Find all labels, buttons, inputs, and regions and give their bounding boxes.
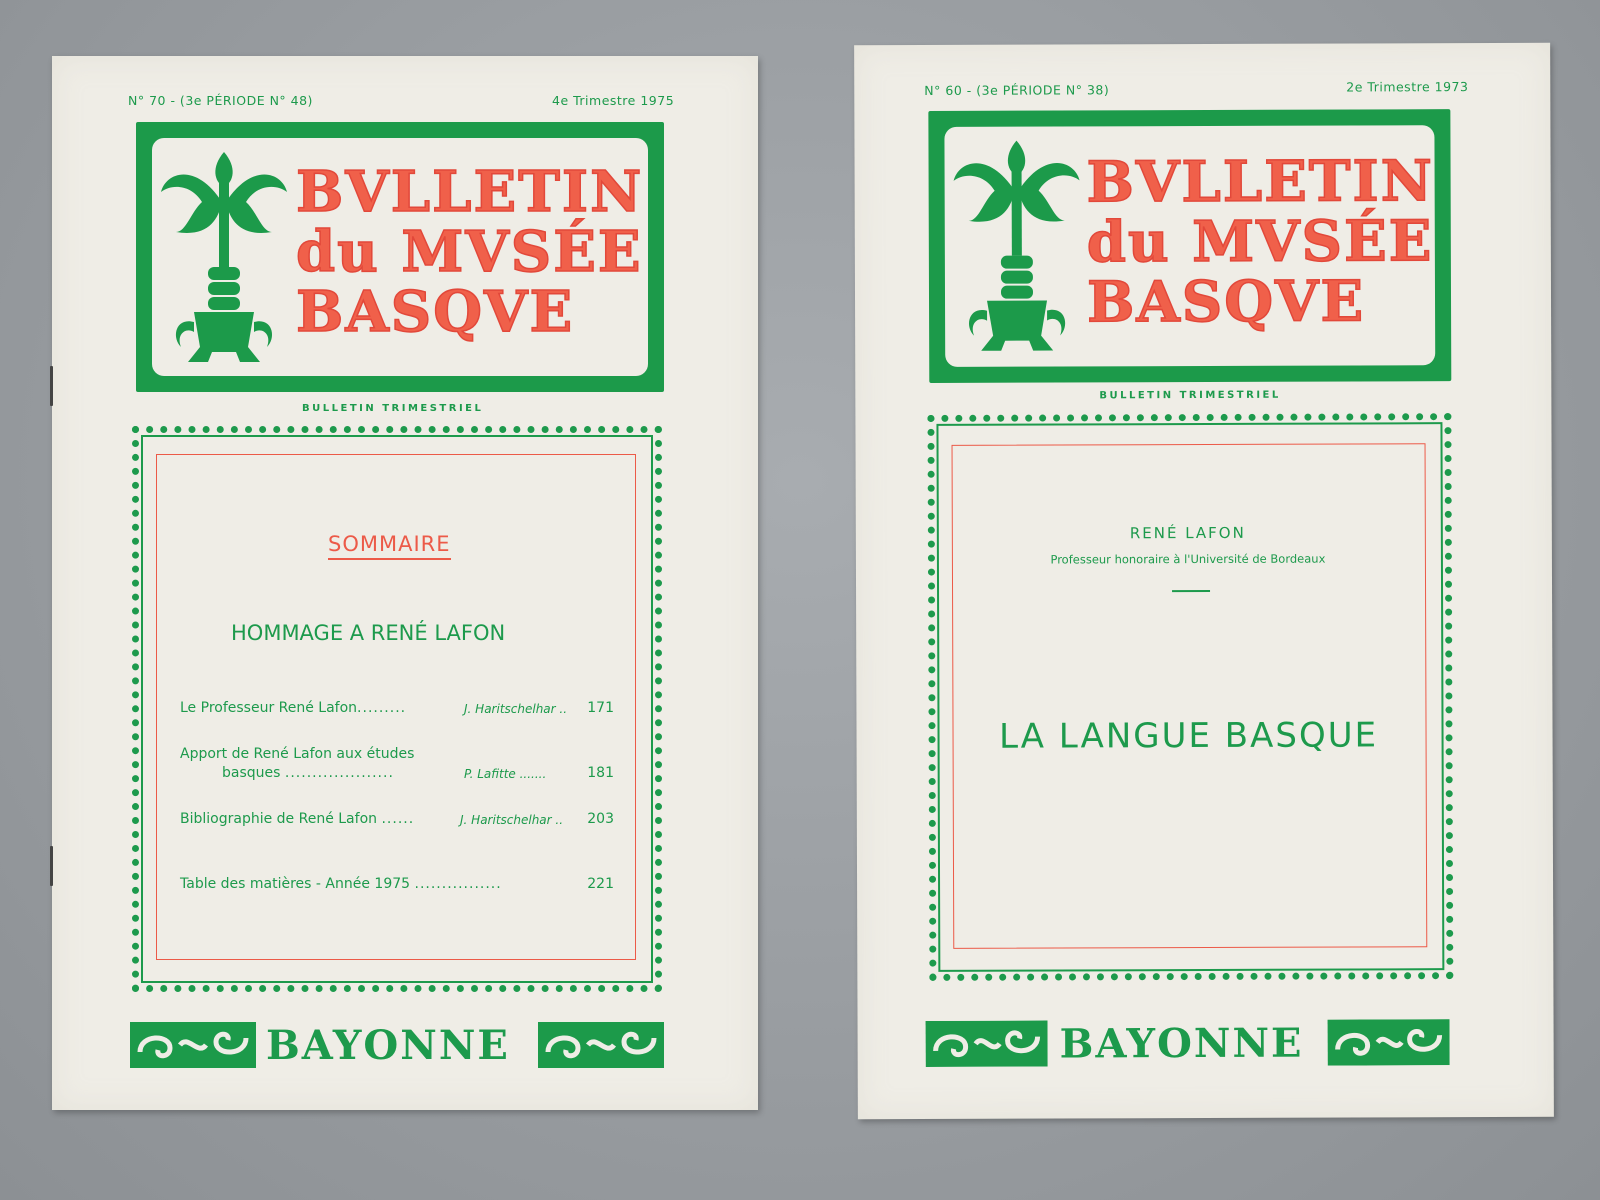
author-name: RENÉ LAFON xyxy=(1129,523,1246,543)
masthead-title: BVLLETIN du MVSÉE BASQVE xyxy=(1086,148,1435,336)
footer-bayonne: BAYONNE xyxy=(266,1022,510,1069)
hommage-title: HOMMAGE A RENÉ LAFON xyxy=(231,621,506,645)
toc-author-3: J. Haritschelhar .. xyxy=(460,813,564,827)
toc-page-4: 221 xyxy=(587,876,614,892)
left-ornament xyxy=(130,1022,256,1068)
content-inner-frame xyxy=(952,443,1428,949)
divider xyxy=(1172,590,1210,592)
toc-entry-3: Bibliographie de René Lafon ...... xyxy=(180,811,415,827)
toc-entry-2: Apport de René Lafon aux études xyxy=(180,746,415,762)
issue-number: N° 60 - (3e PÉRIODE N° 38) xyxy=(924,82,1110,98)
right-ornament xyxy=(1328,1019,1450,1065)
toc-author-2: P. Lafitte ....... xyxy=(464,767,547,781)
masthead xyxy=(928,109,1451,383)
staple xyxy=(50,846,53,886)
toc-author-1: J. Haritschelhar .. xyxy=(464,702,568,716)
staple xyxy=(50,366,53,406)
footer-bayonne: BAYONNE xyxy=(1059,1019,1304,1068)
toc-entry-4: Table des matières - Année 1975 ................ xyxy=(180,876,502,892)
subtitle: BULLETIN TRIMESTRIEL xyxy=(1099,389,1281,402)
author-affiliation: Professeur honoraire à l'Université de Bordeaux xyxy=(1050,551,1326,567)
issue-date: 2e Trimestre 1973 xyxy=(1346,79,1469,95)
subtitle: BULLETIN TRIMESTRIEL xyxy=(302,403,484,414)
toc-entry-2-cont: basques .................... xyxy=(222,765,394,781)
issue-date: 4e Trimestre 1975 xyxy=(552,93,675,108)
toc-page-3: 203 xyxy=(587,811,614,827)
issue-number: N° 70 - (3e PÉRIODE N° 48) xyxy=(128,93,313,108)
main-title: LA LANGUE BASQUE xyxy=(998,715,1379,757)
toc-entry-1: Le Professeur René Lafon......... xyxy=(180,700,407,716)
masthead xyxy=(136,122,664,392)
toc-page-2: 181 xyxy=(587,765,614,781)
sommaire-heading: SOMMAIRE xyxy=(328,532,451,560)
masthead-title: BVLLETIN du MVSÉE BASQVE xyxy=(296,159,644,345)
toc-page-1: 171 xyxy=(587,700,614,716)
bulletin-issue-60 xyxy=(854,43,1554,1119)
bulletin-issue-70 xyxy=(52,56,758,1110)
right-ornament xyxy=(538,1022,664,1068)
left-ornament xyxy=(926,1021,1048,1067)
